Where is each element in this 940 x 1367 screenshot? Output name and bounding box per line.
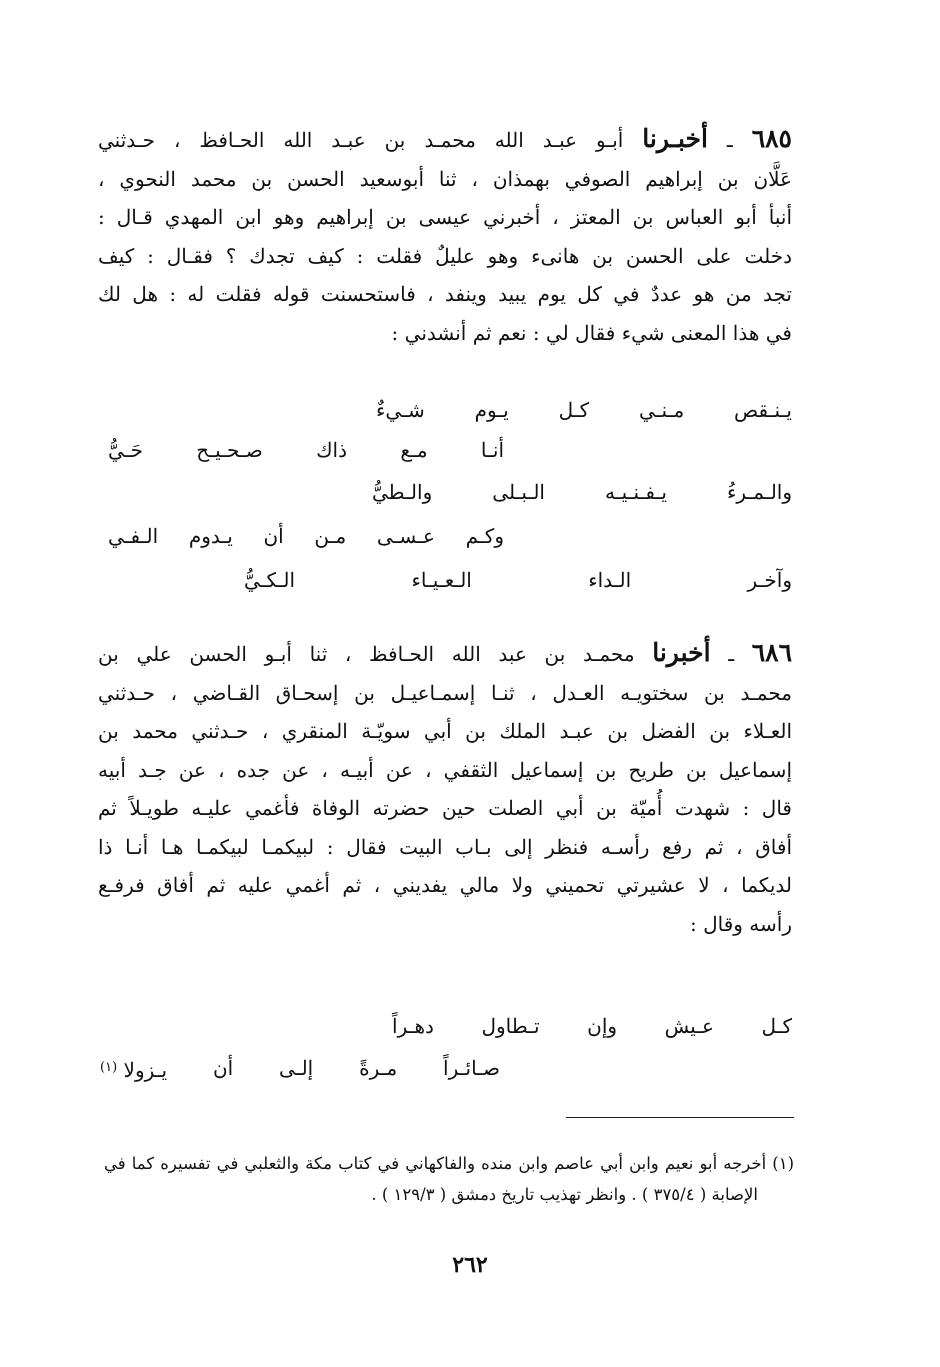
- verse-line: [108, 432, 504, 468]
- verse-word: الـعـيـاء: [411, 568, 472, 592]
- verse-line: [108, 518, 504, 554]
- verse-word: [100, 1050, 167, 1088]
- verse-word: الـكـيُّ: [244, 568, 296, 592]
- verse-word: مـع: [400, 438, 428, 462]
- footnote-marker: (١): [772, 1154, 794, 1173]
- entry-text: محمـد بن عبد الله الحـافظ ، ثنا أبـو الحسن علي بن: [98, 642, 635, 666]
- verse-word: وآخـر: [747, 568, 792, 592]
- verse-word: الـفـي: [108, 524, 159, 548]
- verse-word: كـل: [761, 1014, 792, 1038]
- verse-line: [100, 1050, 500, 1088]
- verse-word: وكـم: [465, 524, 504, 548]
- verse-line: [376, 392, 792, 428]
- verse-word: أن: [212, 1056, 234, 1080]
- footnote-text: أخرجه أبو نعيم وابن أبي عاصم وابن منده والفاكهاني في كتاب مكة والثعلبي في تفسيره كما في: [104, 1154, 767, 1173]
- akhbarana-keyword: أخبـرنا: [642, 124, 708, 153]
- verse-line: [244, 562, 792, 598]
- entry-text-line: عَلَّان بن إبراهيم الصوفي بهمذان ، ثنا أبوسعيد الحسن بن محمد النحوي ،: [98, 166, 792, 191]
- verse-word: مـنـي: [639, 398, 685, 422]
- verse-word: ذاك: [316, 438, 348, 462]
- verse-word: صـحـيـح: [196, 438, 263, 462]
- verse-word: يـوم: [474, 398, 509, 422]
- entry-text-line: محمـد بن سختويـه العـدل ، ثنـا إسمـاعيـل بن إسحـاق القـاضي ، حـدثني: [98, 680, 792, 705]
- verse-word: تـطاول: [481, 1014, 540, 1038]
- verse-word: حَـيُّ: [108, 438, 143, 462]
- entry-text-line: أفاق ، ثم رفع رأسـه فنظر إلى بـاب البيت فقال : لبيكمـا لبيكمـا هـا أنـا ذا: [98, 834, 792, 859]
- verse-word: أن: [263, 524, 284, 548]
- verse-word: مـرةً: [359, 1056, 398, 1080]
- entry-text-line: إسماعيل بن طريح بن إسماعيل الثقفي ، عن أبيـه ، عن جده ، عن جـد أبيه: [98, 757, 792, 782]
- verse-word: صـائـراً: [443, 1056, 500, 1080]
- entry-text-line: لديكما ، لا عشيرتي تحميني ولا مالي يفديني ، ثم أغمي عليه ثم أفاق فرفـع: [98, 873, 792, 897]
- footnote-reference: (١): [100, 1060, 118, 1075]
- verse-word: مـن: [314, 524, 347, 548]
- footnote-divider: [566, 1117, 794, 1118]
- entry-text-line: تجد من هو عددٌ في كل يوم يبيد وينفد ، فاستحسنت قوله فقلت له : هل لك: [98, 282, 792, 306]
- verse-word: عـسـى: [376, 524, 435, 548]
- entry-686-first-line: ٦٨٦ ـ أخبرنا محمـد بن عبد الله الحـافظ ، ثنا أبـو الحسن علي بن: [98, 638, 792, 667]
- verse-word: شـيءٌ: [376, 398, 425, 422]
- entry-686: [98, 634, 792, 943]
- footnote: [104, 1148, 794, 1210]
- verse-word: أنـا: [480, 438, 504, 462]
- verse-word: يـفـنـيـه: [605, 480, 667, 504]
- verse-word: الـبـلى: [492, 480, 545, 504]
- entry-text-line: رأسه وقال :: [690, 911, 792, 936]
- verse-word: الـداء: [588, 568, 632, 592]
- verse-word: عـيش: [664, 1014, 714, 1038]
- footnote-line: [104, 1179, 794, 1210]
- verse-word: وإن: [587, 1014, 618, 1038]
- entry-text-line: قال : شهدت أُميّة بن أبي الصلت حين حضرته الوفاة فأغمي عليـه طويـلاً ثم: [98, 796, 792, 820]
- entry-text-line: في هذا المعنى شيء فقال لي : نعم ثم أنشدني :: [391, 320, 792, 345]
- entry-685: [98, 120, 792, 352]
- verse-word-text: يـزولا: [123, 1058, 168, 1082]
- verse-line: [372, 474, 792, 510]
- verse-word: يـنـقص: [734, 398, 792, 422]
- page-number: ٢٦٢: [452, 1252, 488, 1278]
- verse-word: إلـى: [279, 1056, 314, 1080]
- entry-text-line: أنبأ أبو العباس بن المعتز ، أخبرني عيسى بن إبراهيم وهو ابن المهدي قـال :: [98, 205, 792, 229]
- verse-word: كـل: [558, 398, 590, 422]
- entry-number: ٦٨٦: [751, 638, 792, 667]
- entry-text-line: دخلت على الحسن بن هانىء وهو عليلٌ فقلت : كيف تجدك ؟ فقـال : كيف: [98, 243, 792, 268]
- entry-text-line: العـلاء بن الفضل بن عبـد الملك بن أبي سويّـة المنقري ، حـدثني محمد بن: [98, 719, 792, 743]
- akhbarana-keyword: أخبرنا: [652, 638, 711, 667]
- entry-text: أبـو عبـد الله محمـد بن عبـد الله الحـافظ ، حـدثني: [98, 128, 624, 152]
- verse-word: والـطيُّ: [372, 480, 433, 504]
- verse-word: دهـراً: [392, 1014, 434, 1038]
- entry-number: ٦٨٥: [751, 124, 792, 153]
- verse-line: [392, 1008, 792, 1044]
- footnote-text: الإصابة ( ٣٧٥/٤ ) . وانظر تهذيب تاريخ دمشق ( ١٢٩/٣ ) .: [371, 1185, 758, 1204]
- footnote-line: [104, 1148, 794, 1179]
- entry-685-first-line: ٦٨٥ ـ أخبـرنا أبـو عبـد الله محمـد بن عبـد الله الحـافظ ، حـدثني: [98, 124, 792, 153]
- verse-word: والـمـرءُ: [726, 480, 792, 504]
- verse-word: يـدوم: [188, 524, 233, 548]
